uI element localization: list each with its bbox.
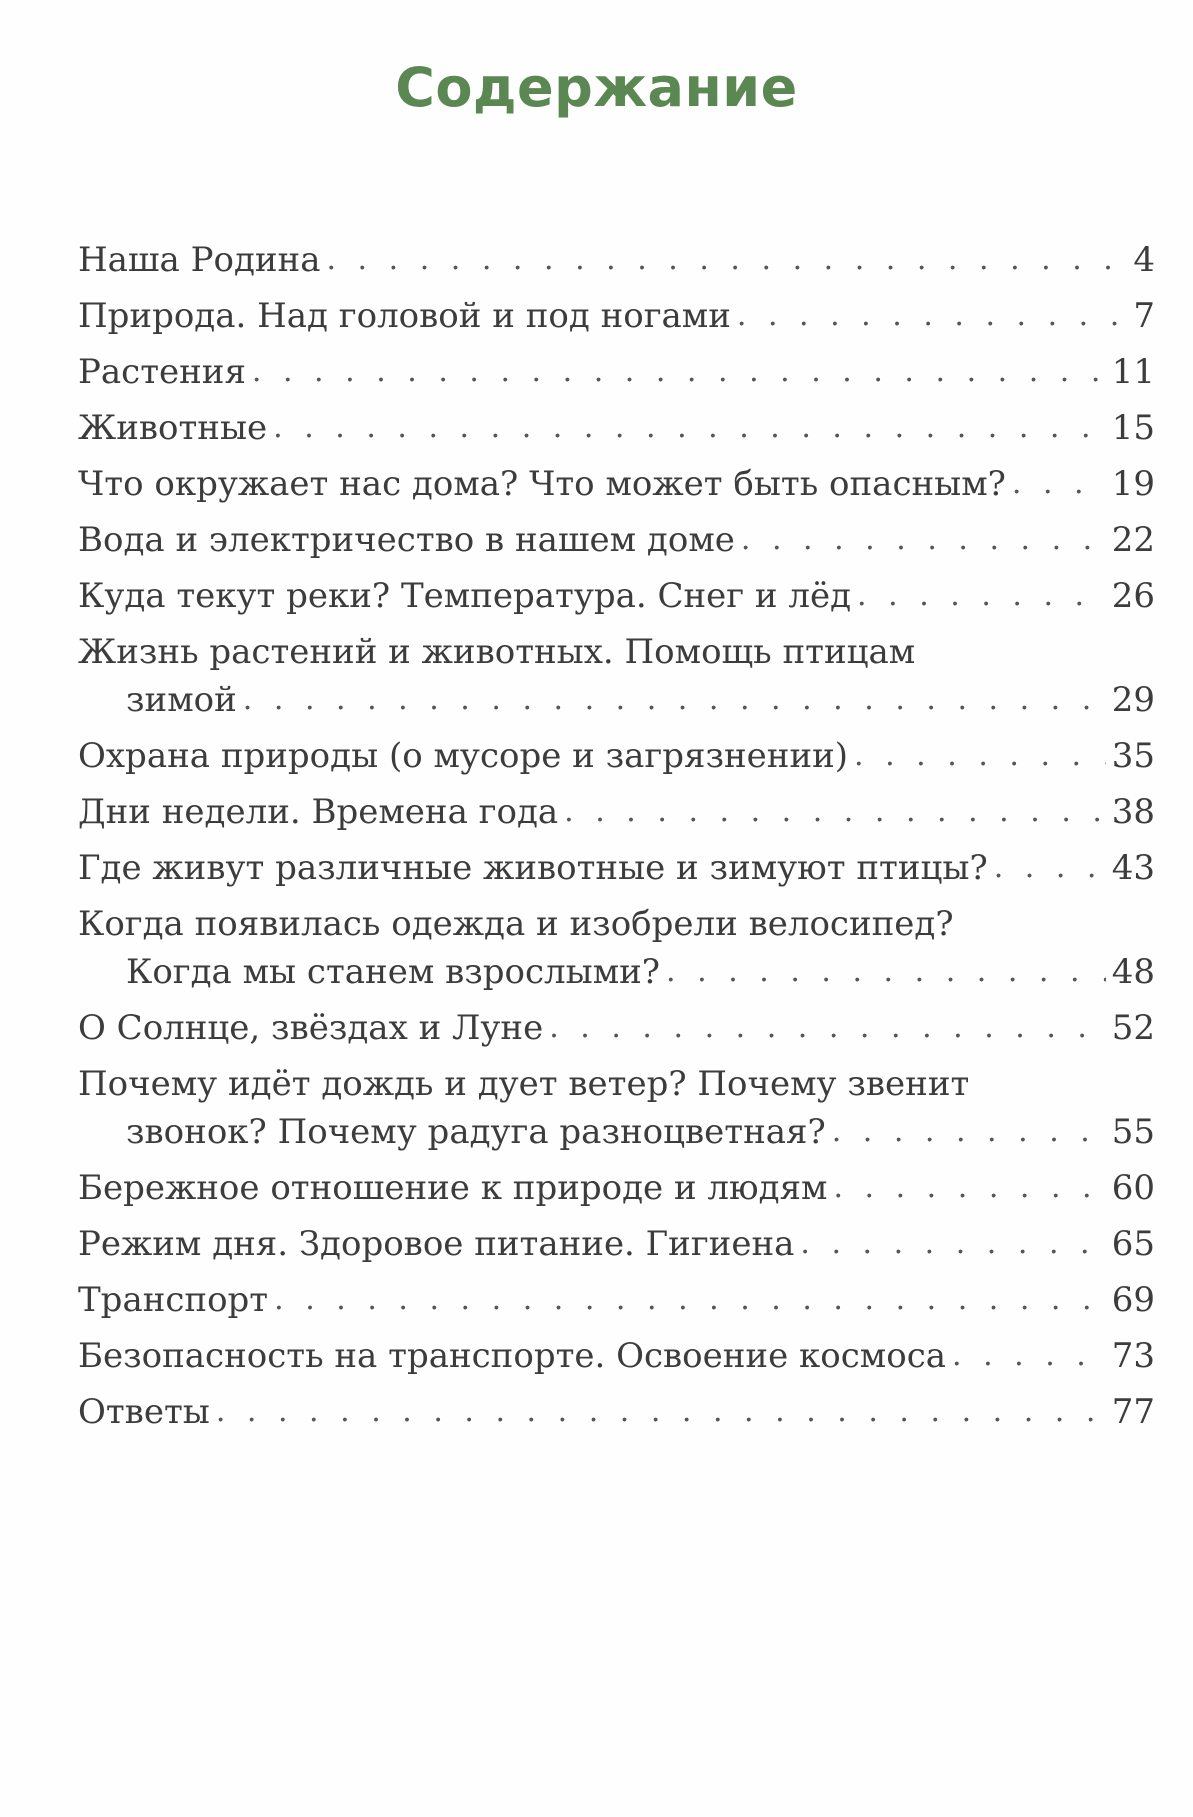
dot-leader [741,520,1106,560]
toc-entry[interactable] [78,848,1155,888]
toc-entry[interactable] [78,1336,1155,1376]
dot-leader [252,352,1106,392]
toc-entry-page: 11 [1111,352,1155,392]
toc-entry-title-continued: звонок? Почему радуга разноцветная? [126,1112,826,1152]
toc-entry-title: Растения [78,352,246,392]
page-title: Содержание [395,56,798,119]
toc-entry-page: 65 [1111,1224,1155,1264]
toc-entry-page: 48 [1111,952,1155,992]
toc-entry-title: Что окружает нас дома? Что может быть опасным? [78,464,1006,504]
toc-entry-title: Куда текут реки? Температура. Снег и лёд [78,576,852,616]
toc-entry[interactable] [78,408,1155,448]
toc-entry[interactable] [78,1064,1155,1152]
toc-entry-title: Режим дня. Здоровое питание. Гигиена [78,1224,795,1264]
toc-entry-title: Дни недели. Времена года [78,792,559,832]
toc-entry-page: 26 [1111,576,1155,616]
toc-entry[interactable] [78,1224,1155,1264]
toc-entry-page: 55 [1111,1112,1155,1152]
toc-entry-title: Где живут различные животные и зимуют птицы? [78,848,988,888]
toc-entry-page: 73 [1111,1336,1155,1376]
dot-leader [832,1112,1106,1152]
toc-entry[interactable] [78,1280,1155,1320]
toc-entry-title-continued: Когда мы станем взрослыми? [126,952,661,992]
dot-leader [216,1392,1106,1432]
toc-entry-page: 35 [1111,736,1155,776]
dot-leader [549,1008,1106,1048]
toc-entry-title: Вода и электричество в нашем доме [78,520,735,560]
dot-leader [857,576,1106,616]
dot-leader [273,408,1106,448]
dot-leader [854,736,1106,776]
dot-leader [243,680,1106,720]
toc-entry-title: Ответы [78,1392,210,1432]
toc-entry-page: 69 [1111,1280,1155,1320]
toc-entry-page: 7 [1133,296,1155,336]
toc-entry-page: 60 [1111,1168,1155,1208]
toc-entry[interactable] [78,520,1155,560]
toc-entry-page: 29 [1111,680,1155,720]
toc-entry[interactable] [78,792,1155,832]
toc-entry-page: 38 [1111,792,1155,832]
toc-entry[interactable] [78,296,1155,336]
toc-entry-page: 22 [1111,520,1155,560]
toc-entry[interactable] [78,1392,1155,1432]
toc-entry[interactable] [78,1168,1155,1208]
dot-leader [564,792,1106,832]
toc-entry-page: 77 [1111,1392,1155,1432]
dot-leader [800,1224,1105,1264]
dot-leader [833,1168,1105,1208]
toc-entry[interactable] [78,352,1155,392]
toc-entry-title: Бережное отношение к природе и людям [78,1168,828,1208]
dot-leader [737,296,1127,336]
dot-leader [952,1336,1106,1376]
dot-leader [1012,464,1106,504]
toc-entry-page: 43 [1111,848,1155,888]
toc-entry[interactable] [78,576,1155,616]
toc-entry-title: Природа. Над головой и под ногами [78,296,731,336]
toc-entry-title-continued: зимой [126,680,237,720]
toc-entry[interactable] [78,464,1155,504]
dot-leader [666,952,1106,992]
toc-entry-title: О Солнце, звёздах и Луне [78,1008,544,1048]
toc-entry-title: Когда появилась одежда и изобрели велосипед? [78,904,954,944]
toc-entry-page: 52 [1111,1008,1155,1048]
toc-entry-title: Безопасность на транспорте. Освоение космоса [78,1336,947,1376]
toc-entry-page: 15 [1111,408,1155,448]
toc-entry-title: Транспорт [78,1280,269,1320]
toc-entry[interactable] [78,632,1155,720]
toc-entry[interactable] [78,240,1155,280]
toc-entry[interactable] [78,736,1155,776]
toc-entry[interactable] [78,1008,1155,1048]
dot-leader [274,1280,1106,1320]
toc-entry-title: Животные [78,408,268,448]
toc-entry[interactable] [78,904,1155,992]
toc-entry-page: 19 [1111,464,1155,504]
toc-entry-title: Наша Родина [78,240,321,280]
dot-leader [994,848,1106,888]
toc-entry-title: Почему идёт дождь и дует ветер? Почему звенит [78,1064,970,1104]
dot-leader [326,240,1127,280]
toc-entry-title: Жизнь растений и животных. Помощь птицам [78,632,916,672]
table-of-contents [78,240,1155,1448]
toc-entry-page: 4 [1133,240,1155,280]
toc-entry-title: Охрана природы (о мусоре и загрязнении) [78,736,849,776]
